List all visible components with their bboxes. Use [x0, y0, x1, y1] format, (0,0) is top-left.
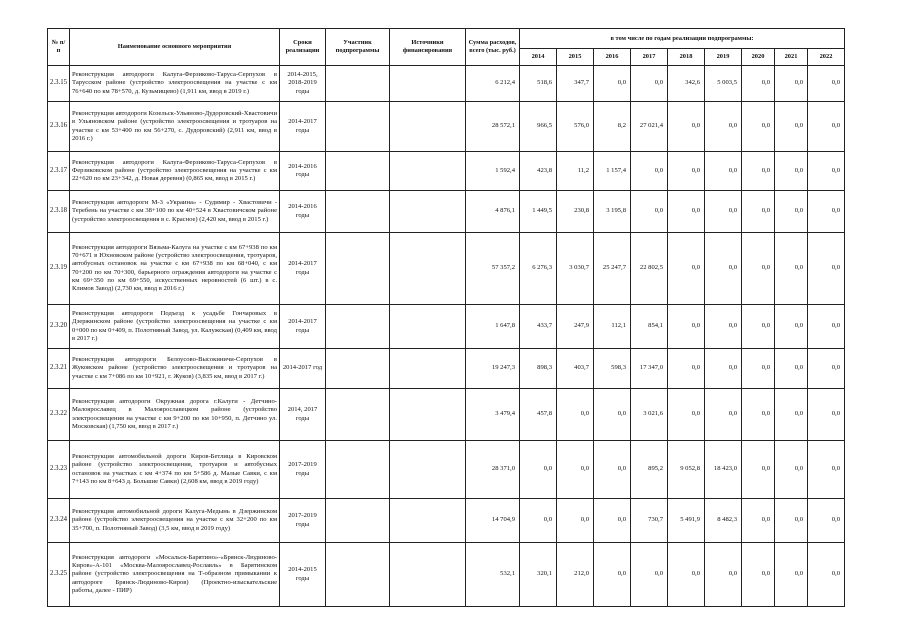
row-year-value: 0,0	[668, 389, 705, 441]
row-year-value: 0,0	[775, 441, 808, 499]
row-source	[390, 152, 466, 191]
row-number: 2.3.19	[48, 233, 70, 305]
row-total: 28 572,1	[466, 102, 520, 152]
row-total: 19 247,3	[466, 349, 520, 389]
row-number: 2.3.20	[48, 305, 70, 349]
row-period: 2017-2019 годы	[280, 499, 326, 543]
table-body	[48, 66, 845, 607]
row-participant	[326, 499, 390, 543]
row-source	[390, 441, 466, 499]
row-year-value: 0,0	[808, 152, 845, 191]
header-period: Сроки реализации	[280, 29, 326, 66]
row-year-value: 457,8	[520, 389, 557, 441]
row-total: 14 704,9	[466, 499, 520, 543]
row-year-value: 247,9	[557, 305, 594, 349]
row-participant	[326, 191, 390, 233]
row-period: 2014-2017 год	[280, 349, 326, 389]
row-number: 2.3.21	[48, 349, 70, 389]
row-year-value: 433,7	[520, 305, 557, 349]
row-source	[390, 233, 466, 305]
row-total: 1 592,4	[466, 152, 520, 191]
row-year-value: 9 052,8	[668, 441, 705, 499]
row-year-value: 0,0	[594, 543, 631, 607]
row-year-value: 0,0	[557, 499, 594, 543]
table-row	[48, 349, 845, 389]
row-year-value: 0,0	[742, 543, 775, 607]
table-header	[48, 29, 845, 66]
row-year-value: 0,0	[775, 152, 808, 191]
row-total: 3 479,4	[466, 389, 520, 441]
row-year-value: 212,0	[557, 543, 594, 607]
row-year-value: 27 021,4	[631, 102, 668, 152]
row-year-value: 598,3	[594, 349, 631, 389]
row-number: 2.3.25	[48, 543, 70, 607]
row-year-value: 0,0	[705, 349, 742, 389]
row-period: 2014-2015 годы	[280, 543, 326, 607]
row-year-value: 0,0	[808, 441, 845, 499]
row-period: 2014-2017 годы	[280, 233, 326, 305]
row-year-value: 898,3	[520, 349, 557, 389]
row-year-value: 0,0	[808, 389, 845, 441]
row-source	[390, 66, 466, 102]
row-year-value: 6 276,3	[520, 233, 557, 305]
header-year: 2016	[594, 49, 631, 66]
row-year-value: 0,0	[775, 305, 808, 349]
row-year-value: 230,8	[557, 191, 594, 233]
row-year-value: 0,0	[631, 66, 668, 102]
row-year-value: 1 157,4	[594, 152, 631, 191]
row-year-value: 0,0	[808, 543, 845, 607]
row-participant	[326, 389, 390, 441]
row-name: Реконструкция автодороги Белоусово-Высокиничи-Серпухов в Жуковском районе (устройство электроосвещения и тротуаров на участке с км 7+086 по км 10+921, г. Жуков) (3,835 км, ввод в 2017 г.)	[70, 349, 280, 389]
row-year-value: 0,0	[808, 305, 845, 349]
header-name: Наименование основного мероприятия	[70, 29, 280, 66]
row-source	[390, 191, 466, 233]
row-year-value: 5 003,5	[705, 66, 742, 102]
row-year-value: 0,0	[557, 389, 594, 441]
row-year-value: 5 491,9	[668, 499, 705, 543]
row-year-value: 0,0	[775, 102, 808, 152]
header-year: 2018	[668, 49, 705, 66]
row-name: Реконструкция автодороги Козельск-Ульяново-Дудоровский-Хвастовичи в Ульяновском районе (устройство электроосвещения и тротуаров на участке с км 53+400 по км 56+270, с. Дудоровский) (2,911 км, ввод в 2016 г.)	[70, 102, 280, 152]
table-row	[48, 441, 845, 499]
row-period: 2014-2017 годы	[280, 305, 326, 349]
row-year-value: 342,6	[668, 66, 705, 102]
row-year-value: 0,0	[705, 233, 742, 305]
table-row	[48, 305, 845, 349]
row-number: 2.3.16	[48, 102, 70, 152]
row-year-value: 0,0	[742, 305, 775, 349]
row-year-value: 0,0	[705, 102, 742, 152]
row-year-value: 11,2	[557, 152, 594, 191]
row-year-value: 730,7	[631, 499, 668, 543]
row-total: 4 876,1	[466, 191, 520, 233]
row-source	[390, 543, 466, 607]
row-year-value: 0,0	[557, 441, 594, 499]
row-year-value: 423,8	[520, 152, 557, 191]
row-year-value: 0,0	[775, 499, 808, 543]
header-year: 2014	[520, 49, 557, 66]
header-year: 2022	[808, 49, 845, 66]
row-period: 2014, 2017 годы	[280, 389, 326, 441]
row-period: 2014-2017 годы	[280, 102, 326, 152]
header-year: 2017	[631, 49, 668, 66]
row-year-value: 0,0	[775, 389, 808, 441]
header-participant: Участник подпрограммы	[326, 29, 390, 66]
row-year-value: 0,0	[520, 499, 557, 543]
row-year-value: 0,0	[705, 152, 742, 191]
row-year-value: 347,7	[557, 66, 594, 102]
table-row	[48, 102, 845, 152]
row-name: Реконструкция автодороги Калуга-Ферзиково-Таруса-Серпухов в Ферзиковском районе (устройство электроосвещения на участке с км 22+620 по км 23+342, д. Новая деревня) (0,865 км, ввод в 2015 г.)	[70, 152, 280, 191]
header-source: Источники финансирования	[390, 29, 466, 66]
row-year-value: 0,0	[742, 191, 775, 233]
row-year-value: 0,0	[808, 349, 845, 389]
row-year-value: 0,0	[742, 233, 775, 305]
row-participant	[326, 233, 390, 305]
row-year-value: 3 021,6	[631, 389, 668, 441]
row-total: 28 371,0	[466, 441, 520, 499]
row-year-value: 0,0	[742, 102, 775, 152]
table-row	[48, 389, 845, 441]
header-by-years: в том числе по годам реализации подпрограммы:	[520, 29, 845, 49]
row-name: Реконструкция автомобильной дороги Киров-Бетлица в Кировском районе (устройство электроосвещения, тротуаров и автобусных остановок на участках с км 4+374 по км 5+586 д. Малые Савки, с км 7+143 по км 8+643 д. Большие Савки) (2,608 км, ввод в 2019 году)	[70, 441, 280, 499]
row-year-value: 0,0	[668, 152, 705, 191]
row-year-value: 403,7	[557, 349, 594, 389]
row-year-value: 0,0	[808, 66, 845, 102]
row-total: 532,1	[466, 543, 520, 607]
row-period: 2014-2016 годы	[280, 152, 326, 191]
row-year-value: 0,0	[520, 441, 557, 499]
row-year-value: 0,0	[705, 543, 742, 607]
row-year-value: 1 449,5	[520, 191, 557, 233]
row-number: 2.3.23	[48, 441, 70, 499]
row-period: 2014-2015, 2018-2019 годы	[280, 66, 326, 102]
row-total: 6 212,4	[466, 66, 520, 102]
row-year-value: 895,2	[631, 441, 668, 499]
row-year-value: 0,0	[668, 102, 705, 152]
row-year-value: 8 482,3	[705, 499, 742, 543]
row-year-value: 0,0	[775, 349, 808, 389]
row-source	[390, 102, 466, 152]
row-number: 2.3.17	[48, 152, 70, 191]
row-year-value: 0,0	[594, 66, 631, 102]
row-number: 2.3.18	[48, 191, 70, 233]
row-year-value: 0,0	[668, 349, 705, 389]
row-year-value: 0,0	[631, 543, 668, 607]
row-number: 2.3.24	[48, 499, 70, 543]
row-year-value: 320,1	[520, 543, 557, 607]
row-year-value: 0,0	[775, 543, 808, 607]
row-name: Реконструкция автодороги Окружная дорога г.Калуги - Детчино-Малоярославец в Малоярославецком районе (устройство электроосвещения на участке с км 9+200 по км 10+950, п. Детчино ул. Московская) (1,750 км, ввод в 2017 г.)	[70, 389, 280, 441]
row-name: Реконструкция автодороги Подъезд к усадьбе Гончаровых в Дзержинском районе (устройство электроосвещения на участке с км 0+000 по км 0+409, п. Полотняный Завод, ул. Калужская) (0,409 км, ввод в 2017 г.)	[70, 305, 280, 349]
row-year-value: 18 423,0	[705, 441, 742, 499]
row-year-value: 576,0	[557, 102, 594, 152]
row-name: Реконструкция автодороги Вязьма-Калуга на участке с км 67+938 по км 70+671 в Юхновском районе (устройство электроосвещения, тротуаров, автобусных остановок на участке с км 67+938 по км 68+040, с км 70+200 по км 70+300, барьерного ограждения автодороги на участке с км 69+350 по км 69+550, искусственных неровностей (6 шт.) в с. Климов Завод) (2,730 км, ввод в 2016 г.)	[70, 233, 280, 305]
header-year: 2019	[705, 49, 742, 66]
row-year-value: 854,1	[631, 305, 668, 349]
row-year-value: 0,0	[742, 499, 775, 543]
row-year-value: 966,5	[520, 102, 557, 152]
row-year-value: 0,0	[668, 543, 705, 607]
row-year-value: 0,0	[775, 66, 808, 102]
row-year-value: 0,0	[742, 441, 775, 499]
row-year-value: 518,6	[520, 66, 557, 102]
row-period: 2017-2019 годы	[280, 441, 326, 499]
row-name: Реконструкция автодороги Калуга-Ферзиково-Таруса-Серпухов в Тарусском районе (устройство электроосвещения на участке с км 76+640 по км 78+570, д. Кузьмищево) (1,911 км, ввод в 2019 г.)	[70, 66, 280, 102]
row-total: 1 647,8	[466, 305, 520, 349]
table-row	[48, 499, 845, 543]
table-row	[48, 543, 845, 607]
header-num: № п/п	[48, 29, 70, 66]
header-year: 2021	[775, 49, 808, 66]
row-year-value: 0,0	[808, 499, 845, 543]
row-year-value: 0,0	[742, 389, 775, 441]
row-name: Реконструкция автодороги М-3 «Украина» - Судимир - Хвастовичи - Теребень на участке с км 38+100 по км 40+524 в Хвастовичском районе (устройство электроосвещения в с. Красное) (2,420 км, ввод в 2015 г.)	[70, 191, 280, 233]
row-year-value: 0,0	[631, 191, 668, 233]
row-year-value: 3 030,7	[557, 233, 594, 305]
row-year-value: 0,0	[668, 233, 705, 305]
row-number: 2.3.22	[48, 389, 70, 441]
row-source	[390, 349, 466, 389]
row-year-value: 0,0	[594, 441, 631, 499]
row-number: 2.3.15	[48, 66, 70, 102]
row-name: Реконструкция автодороги «Мосальск-Барятино»-«Брянск-Людиново-Киров»-А-101 «Москва-Малоярославец-Рославль» в Барятинском районе (устройство электроосвещения на Т-образном примыкании к автодороге Брянск-Людиново-Киров) (Проектно-изыскательские работы, далее - ПИР)	[70, 543, 280, 607]
row-year-value: 8,2	[594, 102, 631, 152]
row-year-value: 0,0	[668, 191, 705, 233]
row-year-value: 0,0	[705, 389, 742, 441]
row-source	[390, 389, 466, 441]
header-year: 2015	[557, 49, 594, 66]
row-year-value: 0,0	[808, 191, 845, 233]
row-participant	[326, 152, 390, 191]
row-year-value: 17 347,0	[631, 349, 668, 389]
row-year-value: 0,0	[594, 499, 631, 543]
row-participant	[326, 543, 390, 607]
row-year-value: 22 802,5	[631, 233, 668, 305]
table-row	[48, 191, 845, 233]
row-total: 57 357,2	[466, 233, 520, 305]
row-year-value: 3 195,8	[594, 191, 631, 233]
table-row	[48, 66, 845, 102]
row-year-value: 0,0	[705, 191, 742, 233]
row-year-value: 0,0	[705, 305, 742, 349]
header-total: Сумма расходов, всего (тыс. руб.)	[466, 29, 520, 66]
program-table	[47, 28, 845, 607]
row-year-value: 0,0	[631, 152, 668, 191]
row-source	[390, 305, 466, 349]
row-year-value: 25 247,7	[594, 233, 631, 305]
row-year-value: 0,0	[668, 305, 705, 349]
row-year-value: 0,0	[742, 349, 775, 389]
row-name: Реконструкция автомобильной дороги Калуга-Медынь в Дзержинском районе (устройство электроосвещения на участке с км 32+200 по км 35+700, п. Полотняный Завод) (3,5 км, ввод в 2019 году)	[70, 499, 280, 543]
row-participant	[326, 349, 390, 389]
table-row	[48, 233, 845, 305]
row-period: 2014-2016 годы	[280, 191, 326, 233]
program-table-sheet	[47, 28, 845, 607]
row-year-value: 0,0	[775, 191, 808, 233]
row-participant	[326, 305, 390, 349]
row-year-value: 0,0	[742, 152, 775, 191]
row-source	[390, 499, 466, 543]
row-year-value: 0,0	[742, 66, 775, 102]
table-row	[48, 152, 845, 191]
row-participant	[326, 441, 390, 499]
row-participant	[326, 102, 390, 152]
row-year-value: 112,1	[594, 305, 631, 349]
row-year-value: 0,0	[808, 233, 845, 305]
row-participant	[326, 66, 390, 102]
row-year-value: 0,0	[594, 389, 631, 441]
row-year-value: 0,0	[808, 102, 845, 152]
row-year-value: 0,0	[775, 233, 808, 305]
header-year: 2020	[742, 49, 775, 66]
